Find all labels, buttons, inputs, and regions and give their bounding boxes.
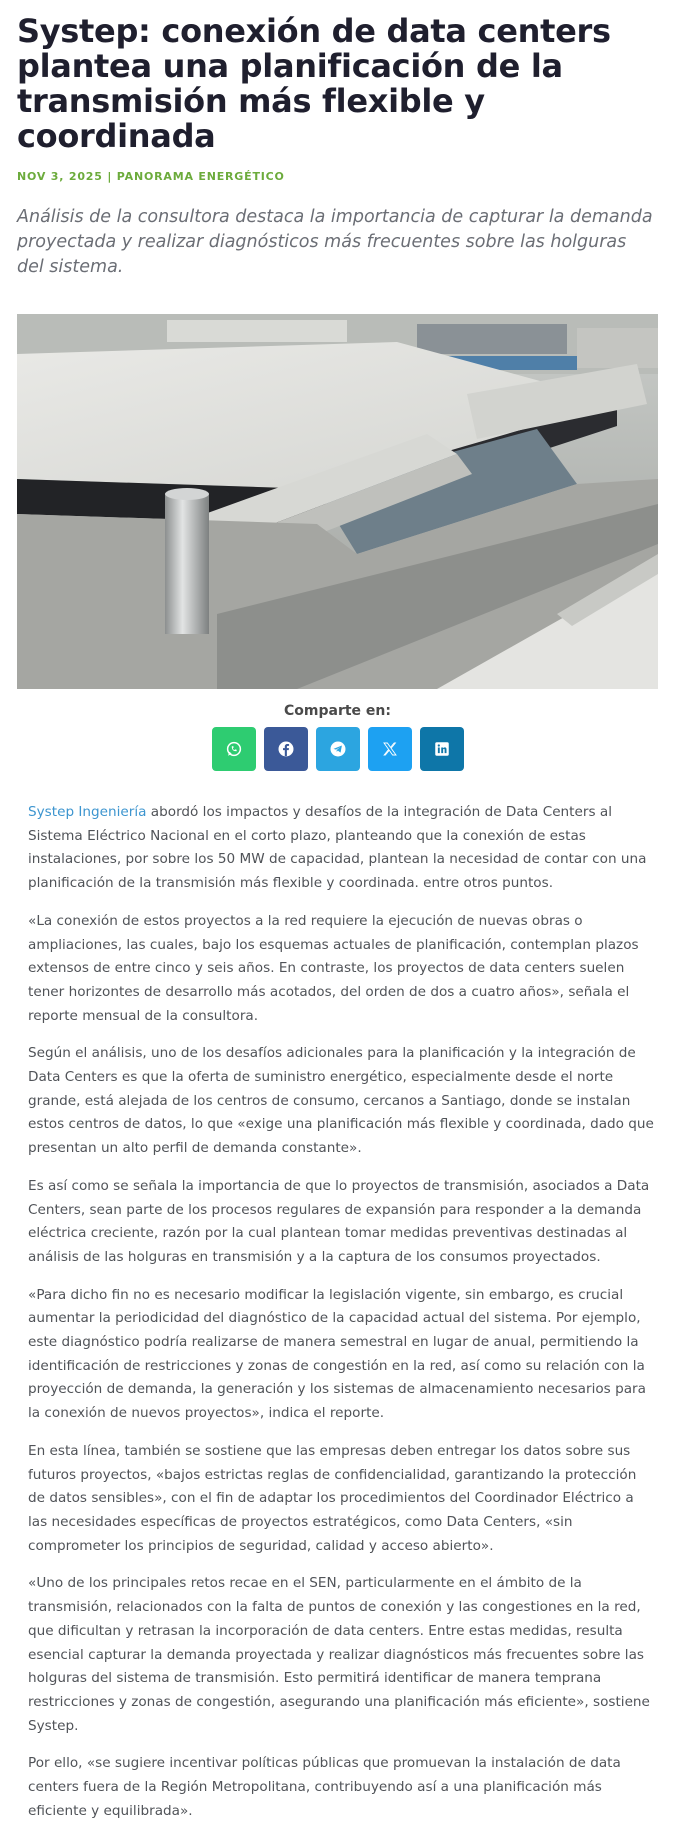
paragraph-6: En esta línea, también se sostiene que las empresas deben entregar los datos sobre sus futuros proyectos, «bajos estrictas reglas de confidencialidad, garantizando la protección de datos sensibles», con el fin de adaptar los procedimientos del Coordinador Eléctrico a las necesidades específicas de proyectos estratégicos, como Data Centers, «sin comprometer los principios de seguridad, calidad y acceso abierto». [28, 1442, 637, 1554]
paragraph-4: Es así como se señala la importancia de que lo proyectos de transmisión, asociados a Data Centers, sean parte de los procesos regulares de expansión para responder a la demanda eléctrica creciente, razón por la cual plantean tomar medidas preventivas destinadas al análisis de las holguras en transmisión y a la captura de los consumos proyectados. [28, 1177, 650, 1265]
share-linkedin-button[interactable] [420, 727, 464, 771]
article-subtitle: Análisis de la consultora destaca la importancia de capturar la demanda proyectada y realizar diagnósticos más frecuentes sobre las holguras del sistema. [17, 207, 653, 277]
whatsapp-icon [225, 740, 243, 758]
paragraph-1 [28, 801, 656, 896]
article-category[interactable]: PANORAMA ENERGÉTICO [116, 170, 285, 183]
share-facebook-button[interactable] [264, 727, 308, 771]
share-label: Comparte en: [284, 703, 391, 719]
systep-link[interactable]: Systep Ingeniería [28, 804, 147, 820]
paragraph-7: «Uno de los principales retos recae en el SEN, particularmente en el ámbito de la transmisión, relacionados con la falta de puntos de conexión y las congestiones en la red, que dificultan y retrasan la incorporación de data centers. Entre estas medidas, resulta esencial capturar la demanda proyectada y realizar diagnósticos más frecuentes sobre las holguras del sistema de transmisión. Esto permitirá identificar de manera temprana restricciones y zonas de congestión, asegurando una planificación más eficiente», sostiene Systep. [28, 1575, 650, 1734]
telegram-icon [329, 740, 347, 758]
article [17, 0, 658, 1837]
share-whatsapp-button[interactable] [212, 727, 256, 771]
article-body [17, 801, 656, 1823]
meta-separator: | [107, 170, 113, 183]
share-telegram-button[interactable] [316, 727, 360, 771]
linkedin-icon [433, 740, 451, 758]
paragraph-8: Por ello, «se sugiere incentivar políticas públicas que promuevan la instalación de data centers fuera de la Región Metropolitana, contribuyendo así a una planificación más eficiente y equilibrada». [28, 1755, 621, 1819]
share-section [17, 703, 658, 771]
article-title: Systep: conexión de data centers plantea una planificación de la transmisión más flexible y coordinada [17, 12, 611, 155]
paragraph-5: «Para dicho fin no es necesario modificar la legislación vigente, sin embargo, es crucial aumentar la periodicidad del diagnóstico de la capacidad actual del sistema. Por ejemplo, este diagnóstico podría realizarse de manera semestral en lugar de anual, permitiendo la identificación de restricciones y zonas de congestión en la red, así como su relación con la proyección de demanda, la generación y los sistemas de almacenamiento necesarios para la conexión de nuevos proyectos», indica el reporte. [28, 1286, 646, 1422]
share-buttons [17, 727, 658, 771]
paragraph-2: «La conexión de estos proyectos a la red requiere la ejecución de nuevas obras o ampliaciones, las cuales, bajo los esquemas actuales de planificación, contemplan plazos extensos de entre cinco y seis años. En contraste, los proyectos de data centers suelen tener horizontes de desarrollo más acotados, del orden de dos a cuatro años», señala el reporte mensual de la consultora. [28, 912, 639, 1024]
x-icon [381, 740, 399, 758]
paragraph-1-text: abordó los impactos y desafíos de la integración de Data Centers al Sistema Eléctrico Nacional en el corto plazo, planteando que la conexión de estas instalaciones, por sobre los 50 MW de capacidad, plantean la necesidad de contar con una planificación de la transmisión más flexible y coordinada. entre otros puntos. [28, 804, 647, 892]
article-meta [17, 170, 658, 183]
facebook-icon [277, 740, 295, 758]
article-date: NOV 3, 2025 [17, 170, 103, 183]
hero-image-data-center [17, 314, 658, 689]
paragraph-3: Según el análisis, uno de los desafíos adicionales para la planificación y la integración de Data Centers es que la oferta de suministro energético, especialmente desde el norte grande, está alejada de los centros de consumo, cercanos a Santiago, donde se instalan estos centros de datos, lo que «exige una planificación más flexible y coordinada, dado que presentan un alto perfil de demanda constante». [28, 1045, 654, 1157]
share-x-button[interactable] [368, 727, 412, 771]
